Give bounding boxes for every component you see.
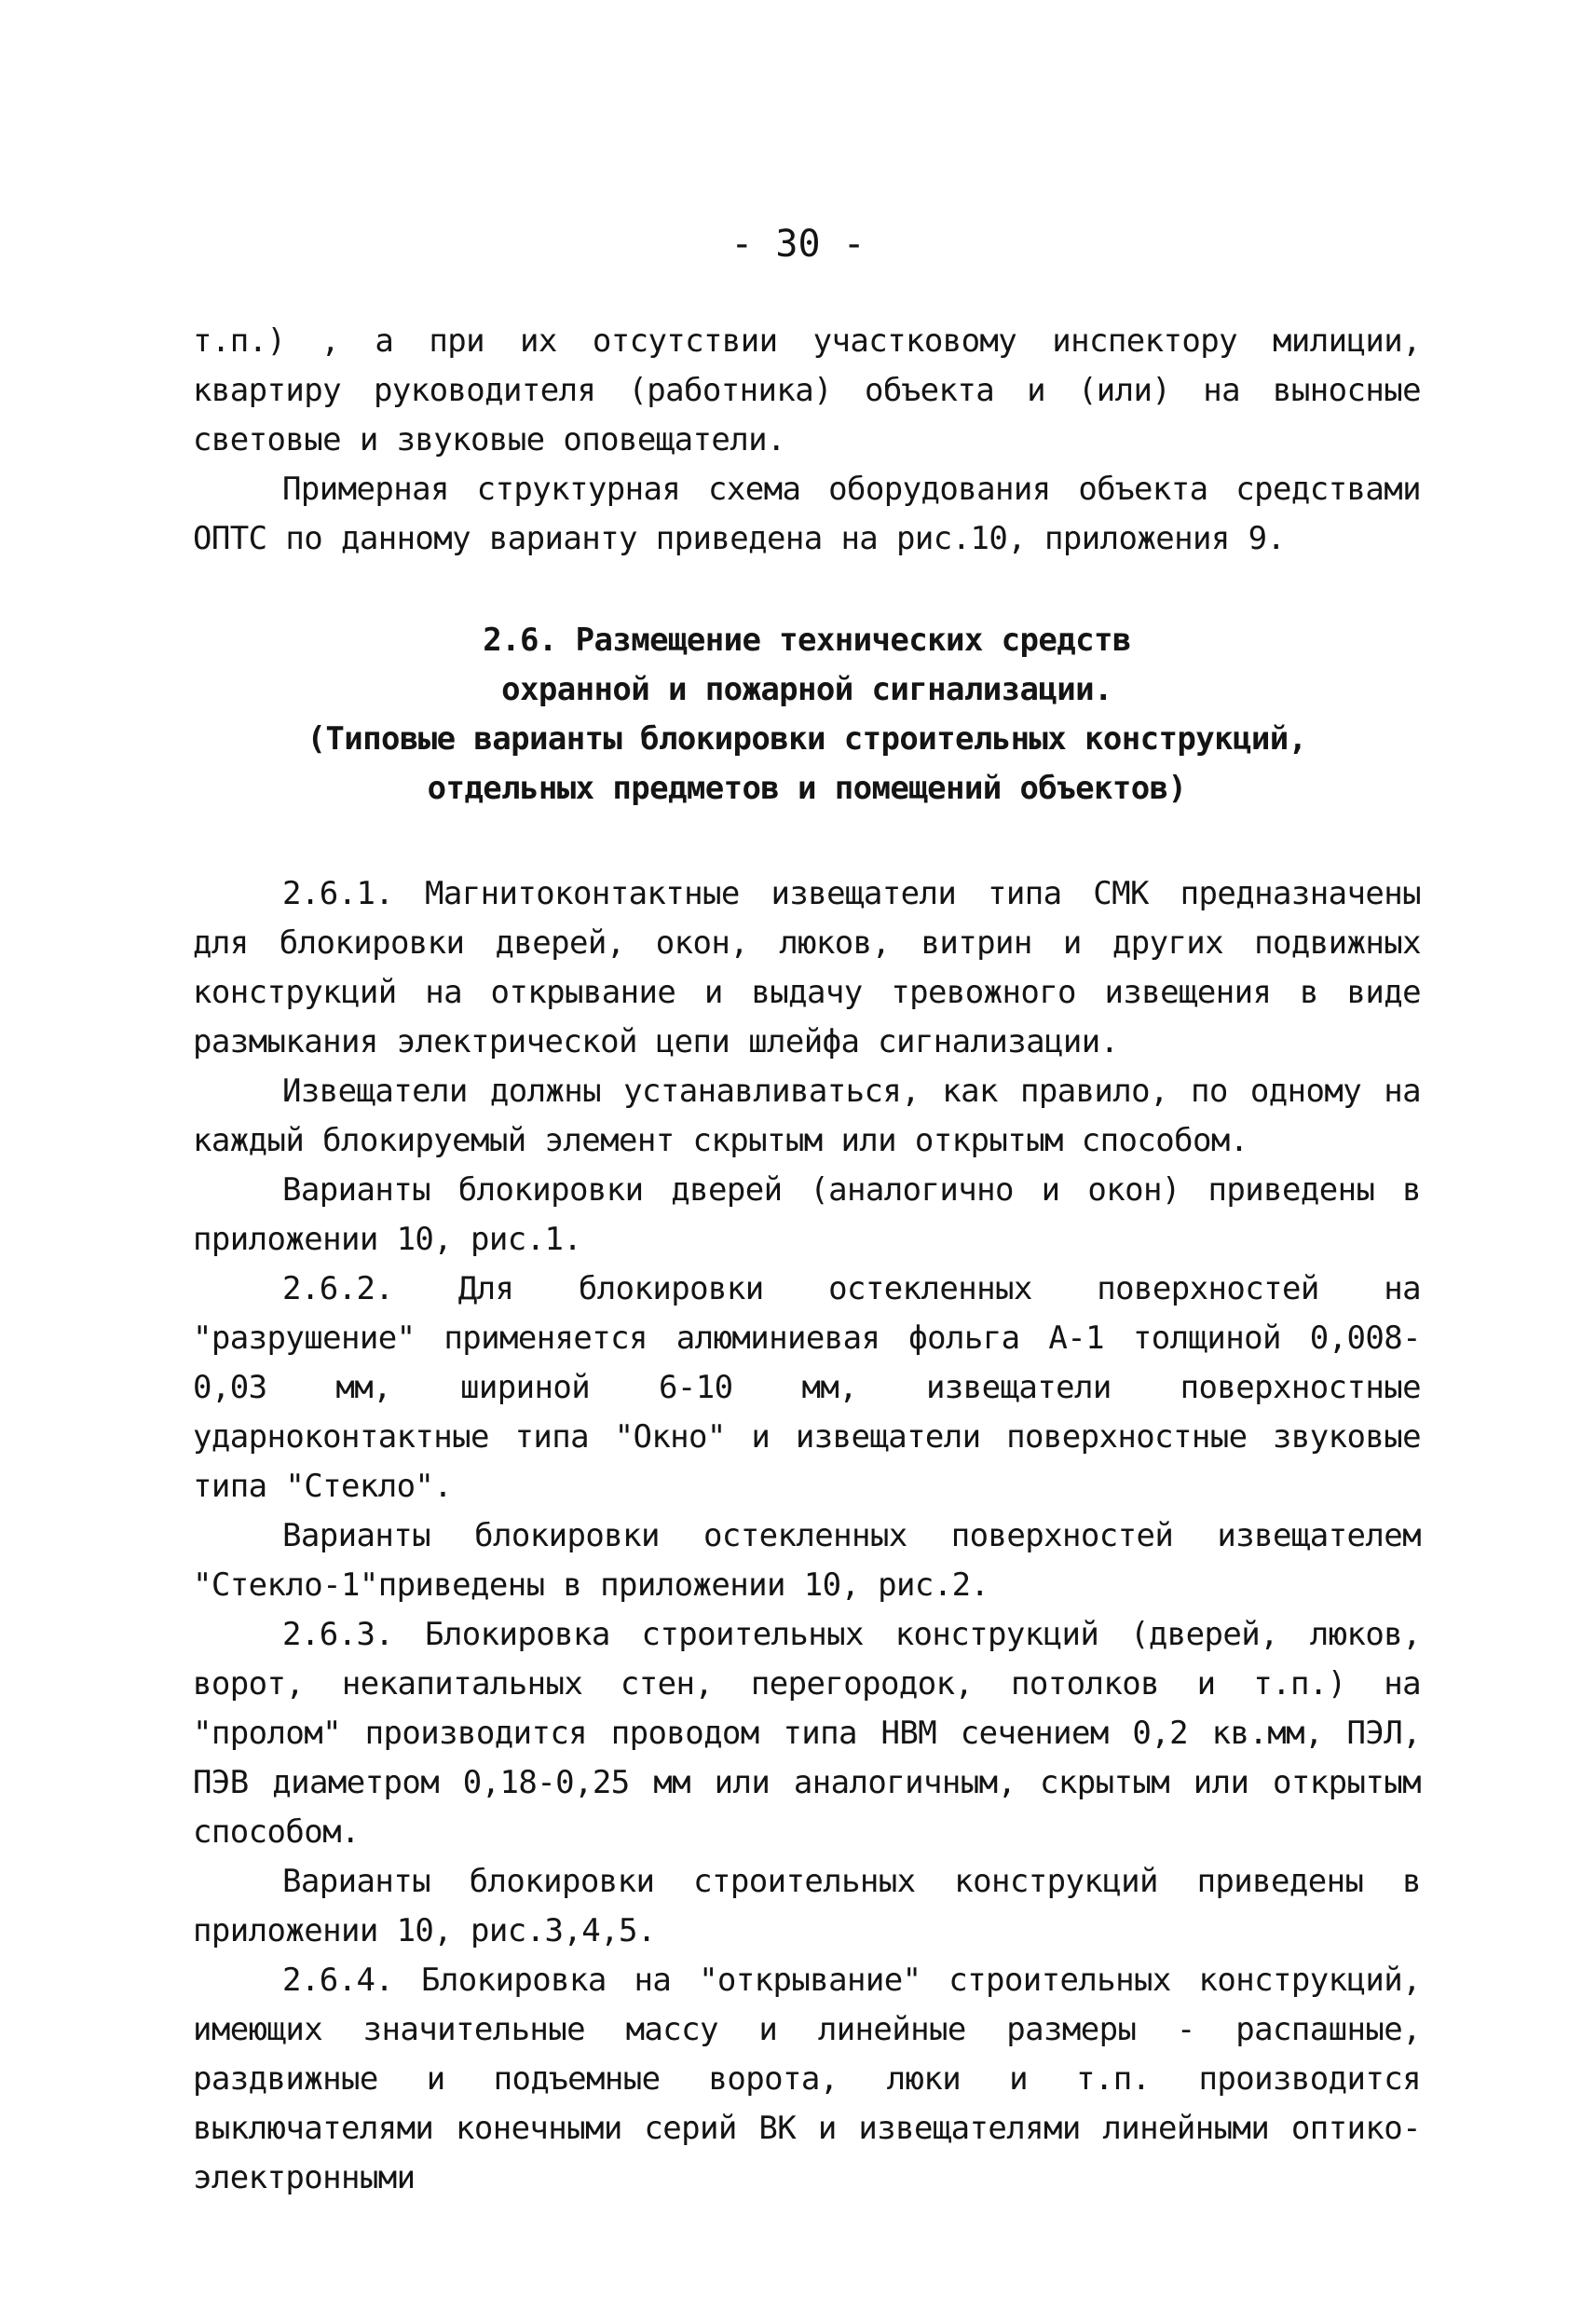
body-text xyxy=(193,317,1421,2203)
section-heading-line-4: отдельных предметов и помещений объектов) xyxy=(427,770,1187,807)
intro-paragraph-2: Примерная структурная схема оборудования объекта средствами ОПТС по данному варианту приведена на рис.10, приложения 9. xyxy=(193,471,1421,557)
paragraph-detectors-installation: Извещатели должны устанавливаться, как правило, по одному на каждый блокируемый элемент скрытым или открытым способом. xyxy=(193,1073,1421,1159)
paragraph-2-6-4: 2.6.4. Блокировка на "открывание" строительных конструкций, имеющих значительные массу и линейные размеры - распашные, раздвижные и подъемные ворота, люки и т.п. производится выключателями конечными серий ВК и извещателями линейными оптико-электронными xyxy=(193,1962,1421,2196)
page-number: - 30 - xyxy=(730,223,866,266)
paragraph-construction-variants: Варианты блокировки строительных конструкций приведены в приложении 10, рис.3,4,5. xyxy=(193,1863,1421,1949)
section-heading-line-3: (Типовые варианты блокировки строительных конструкций, xyxy=(307,720,1307,758)
paragraph-2-6-3: 2.6.3. Блокировка строительных конструкций (дверей, люков, ворот, некапитальных стен, перегородок, потолков и т.п.) на "пролом" производится проводом типа НВМ сечением 0,2 кв.мм, ПЭЛ, ПЭВ диаметром 0,18-0,25 мм или аналогичным, скрытым или открытым способом. xyxy=(193,1616,1421,1851)
paragraph-glass-variants: Варианты блокировки остекленных поверхностей извещателем "Стекло-1"приведены в приложении 10, рис.2. xyxy=(193,1517,1421,1604)
paragraph-2-6-2: 2.6.2. Для блокировки остекленных поверхностей на "разрушение" применяется алюминиевая фольга А-1 толщиной 0,008-0,03 мм, шириной 6-10 мм, извещатели поверхностные ударноконтактные типа "Окно" и извещатели поверхностные звуковые типа "Стекло". xyxy=(193,1270,1421,1505)
section-heading-line-1: 2.6. Размещение технических средств xyxy=(483,622,1131,659)
section-heading xyxy=(193,616,1421,814)
section-heading-line-2: охранной и пожарной сигнализации. xyxy=(501,671,1112,708)
paragraph-door-variants: Варианты блокировки дверей (аналогично и окон) приведены в приложении 10, рис.1. xyxy=(193,1171,1421,1258)
intro-paragraph-1: т.п.) , а при их отсутствии участковому инспектору милиции, квартиру руководителя (работника) объекта и (или) на выносные световые и звуковые оповещатели. xyxy=(193,322,1421,458)
paragraph-2-6-1: 2.6.1. Магнитоконтактные извещатели типа СМК предназначены для блокировки дверей, окон, люков, витрин и других подвижных конструкций на открывание и выдачу тревожного извещения в виде размыкания электрической цепи шлейфа сигнализации. xyxy=(193,875,1421,1060)
